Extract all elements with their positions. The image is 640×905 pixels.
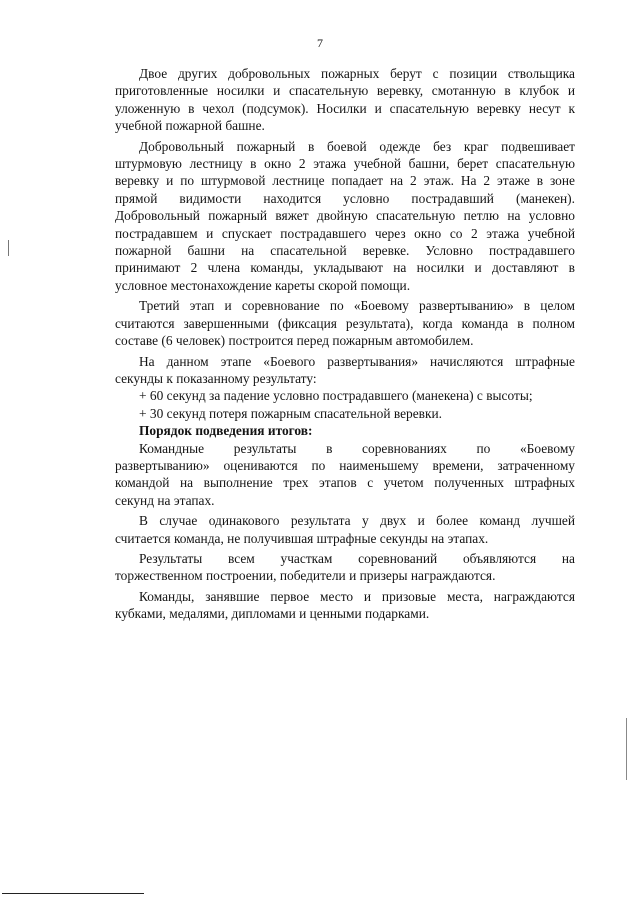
text-line: Двое других добровольных пожарных берут с позиции ствольщика (139, 66, 575, 81)
text-line: торжественном построении, победители и призеры награждаются. (115, 568, 496, 584)
text-line: штурмовую лестницу в окно 2 этажа учебной башни, берет спасательную (115, 156, 575, 172)
text-line: секунды к показанному результату: (115, 370, 317, 386)
text-line: составе (6 человек) построится перед пожарным автомобилем. (115, 333, 474, 349)
page-number: 7 (317, 36, 323, 50)
text-line: Результаты всем участкам соревнований объявляются на (139, 550, 575, 566)
text-line: считается команда, не получившая штрафные секунды на этапах. (115, 530, 489, 546)
paragraph-stretcher-transport (115, 65, 575, 135)
scan-artifact-left-mark (8, 240, 9, 256)
paragraph-awards (115, 588, 575, 623)
document-body (115, 65, 575, 623)
text-line: принимают 2 члена команды, укладывают на носилки и доставляют в (115, 260, 575, 276)
text-line: веревку и по штурмовой лестнице попадает на 2 этаж. На 2 этаже в зоне (115, 173, 575, 189)
text-line: командой на выполнение трех этапов с учетом полученных штрафных (115, 475, 575, 491)
section-heading-results (115, 422, 575, 439)
paragraph-penalty-intro (115, 353, 575, 388)
text-line: Добровольный пожарный в боевой одежде без краг подвешивает (139, 138, 575, 154)
paragraph-tie-break (115, 512, 575, 547)
scan-artifact-right-mark (626, 718, 627, 780)
text-line: Командные результаты в соревнованиях по «Боевому (139, 440, 575, 456)
scan-artifact-bottom-line (2, 893, 144, 894)
paragraph-announcement (115, 550, 575, 585)
text-line: Добровольный пожарный вяжет двойную спасательную петлю на условно (115, 208, 575, 224)
paragraph-rescue-procedure (115, 138, 575, 295)
text-line: уложенную в чехол (подсумок). Носилки и спасательную веревку несут к (115, 100, 575, 116)
penalty-item-fall (115, 387, 575, 404)
text-line: кубками, медалями, дипломами и ценными подарками. (115, 606, 430, 622)
paragraph-stage-completion (115, 297, 575, 349)
penalty-item-rope-loss (115, 405, 575, 422)
text-line: + 30 секунд потеря пожарным спасательной веревки. (139, 405, 442, 421)
text-line: Команды, занявшие первое место и призовые места, награждаются (139, 588, 575, 604)
text-line: + 60 секунд за падение условно пострадавшего (манекена) с высоты; (139, 388, 533, 404)
text-line: развертыванию» оцениваются по наименьшему времени, затраченному (115, 457, 575, 473)
text-line: пострадавшем и спускает пострадавшего через окно со 2 этажа учебной (115, 225, 575, 241)
text-line: Третий этап и соревнование по «Боевому развертыванию» в целом (139, 298, 575, 314)
text-line: пожарной башни на спасательной веревке. Условно пострадавшего (115, 243, 575, 259)
text-line: секунд на этапах. (115, 492, 215, 508)
text-line: условное местонахождение кареты скорой помощи. (115, 277, 411, 293)
text-line: учебной пожарной башне. (115, 118, 265, 134)
text-line: В случае одинакового результата у двух и более команд лучшей (139, 513, 575, 529)
text-line: На данном этапе «Боевого развертывания» начисляются штрафные (139, 353, 575, 369)
text-line: приготовленные носилки и спасательную веревку, смотанную в клубок и (115, 83, 575, 99)
paragraph-team-results (115, 440, 575, 510)
text-line: считаются завершенными (фиксация результата), когда команда в полном (115, 315, 575, 331)
heading-text: Порядок подведения итогов: (139, 423, 313, 439)
text-line: прямой видимости находится условно пострадавший (манекен). (115, 190, 575, 206)
